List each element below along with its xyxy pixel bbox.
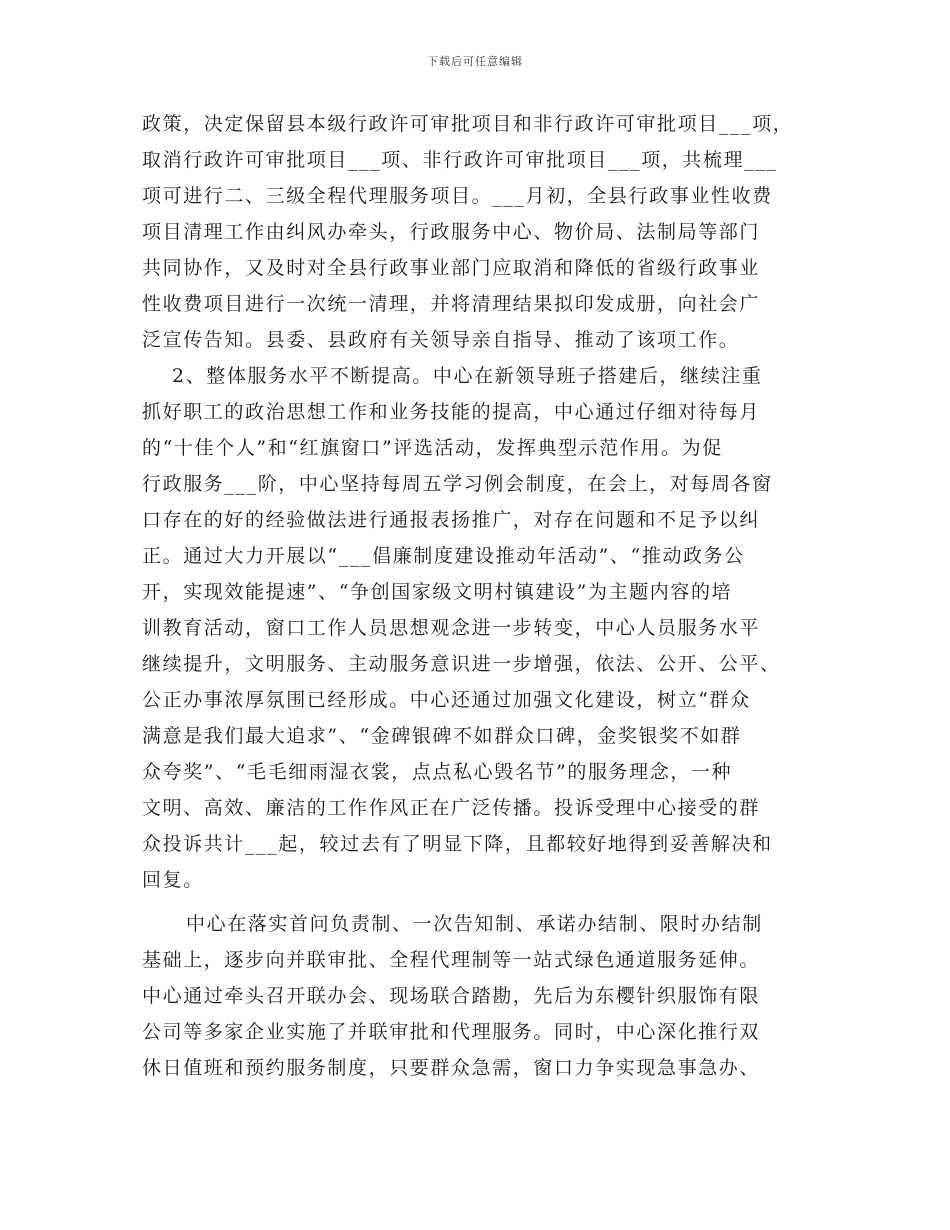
paragraph-1 [142, 106, 812, 358]
paragraph-line: 公正办事浓厚氛围已经形成。中心还通过加强文化建设，树立“群众 [142, 689, 751, 711]
paragraph-line: 政策，决定保留县本级行政许可审批项目和非行政许可审批项目___项， [142, 113, 794, 135]
paragraph-3 [142, 906, 812, 1086]
paragraph-line: 休日值班和预约服务制度，只要群众急需，窗口力争实现急事急办、 [142, 1057, 761, 1079]
paragraph-line: 文明、高效、廉洁的工作作风正在广泛传播。投诉受理中心接受的群 [142, 797, 761, 819]
paragraph-line: 项目清理工作由纠风办牵头，行政服务中心、物价局、法制局等部门 [142, 221, 761, 243]
paragraph-line: 满意是我们最大追求”、“金碑银碑不如群众口碑，金奖银奖不如群 [142, 725, 742, 747]
paragraph-line: 行政服务___阶，中心坚持每周五学习例会制度，在会上，对每周各窗 [142, 473, 773, 495]
paragraph-line: 口存在的好的经验做法进行通报表扬推广，对存在问题和不足予以纠 [142, 509, 761, 531]
paragraph-line: 回复。 [142, 869, 204, 891]
paragraph-gap [142, 898, 812, 906]
paragraph-line: 项可进行二、三级全程代理服务项目。___月初，全县行政事业性收费 [142, 185, 773, 207]
document-body [142, 106, 812, 1086]
paragraph-line: 众投诉共计___起，较过去有了明显下降，且都较好地得到妥善解决和 [142, 833, 773, 855]
paragraph-line: 中心通过牵头召开联办会、现场联合踏勘，先后为东樱针织服饰有限 [142, 985, 761, 1007]
paragraph-line: 众夸奖”、“毛毛细雨湿衣裳，点点私心毁名节”的服务理念，一种 [142, 761, 733, 783]
paragraph-line: 基础上，逐步向并联审批、全程代理制等一站式绿色通道服务延伸。 [142, 949, 761, 971]
paragraph-line: 开，实现效能提速”、“争创国家级文明村镇建设”为主题内容的培 [142, 581, 733, 603]
paragraph-line: 泛宣传告知。县委、县政府有关领导亲自指导、推动了该项工作。 [142, 329, 740, 351]
paragraph-2 [142, 358, 812, 898]
paragraph-line: 取消行政许可审批项目___项、非行政许可审批项目___项，共梳理___ [142, 149, 778, 171]
paragraph-line: 抓好职工的政治思想工作和业务技能的提高，中心通过仔细对待每月 [142, 401, 761, 423]
paragraph-line: 中心在落实首问负责制、一次告知制、承诺办结制、限时办结制 [186, 913, 763, 935]
paragraph-line: 2、整体服务水平不断提高。中心在新领导班子搭建后，继续注重 [172, 365, 763, 387]
paragraph-line: 共同协作，又及时对全县行政事业部门应取消和降低的省级行政事业 [142, 257, 761, 279]
paragraph-line: 继续提升，文明服务、主动服务意识进一步增强，依法、公开、公平、 [142, 653, 781, 675]
paragraph-line: 训教育活动，窗口工作人员思想观念进一步转变，中心人员服务水平 [142, 617, 761, 639]
paragraph-line: 性收费项目进行一次统一清理，并将清理结果拟印发成册，向社会广 [142, 293, 761, 315]
page-header: 下载后可任意编辑 [427, 55, 523, 68]
paragraph-line: 的“十佳个人”和“红旗窗口”评选活动，发挥典型示范作用。为促 [142, 437, 723, 459]
paragraph-line: 正。通过大力开展以“___倡廉制度建设推动年活动”、“推动政务公 [142, 545, 745, 567]
paragraph-line: 公司等多家企业实施了并联审批和代理服务。同时，中心深化推行双 [142, 1021, 761, 1043]
